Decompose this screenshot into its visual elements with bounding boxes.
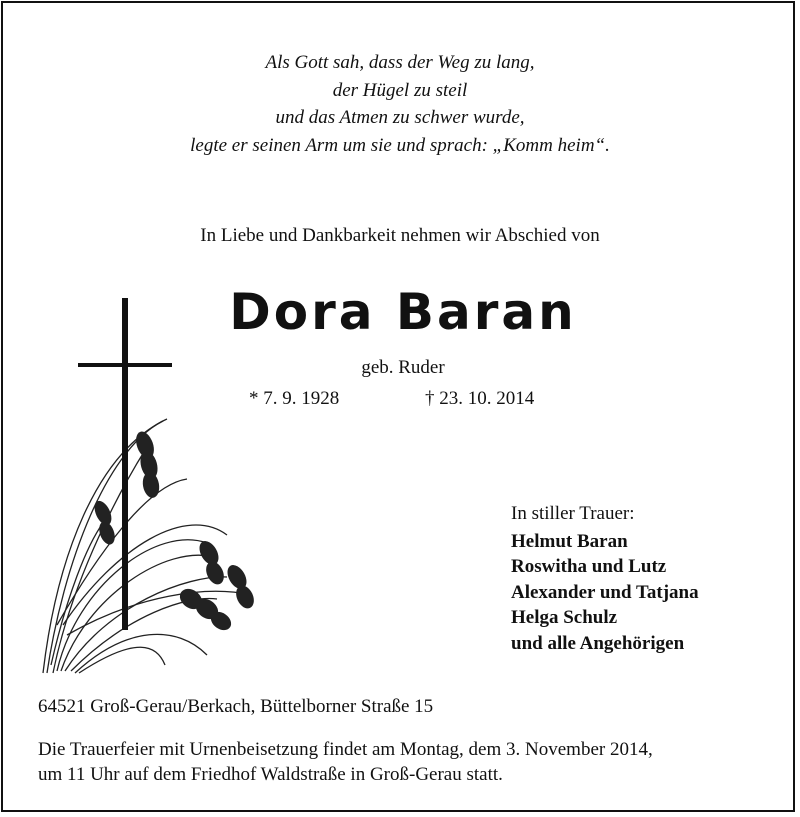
cross-wheat-illustration	[37, 295, 277, 679]
deceased-name: Dora Baran	[229, 283, 577, 341]
birth-date: * 7. 9. 1928	[249, 388, 340, 409]
poem-line: Als Gott sah, dass der Weg zu lang,	[265, 52, 535, 73]
mourner-name: und alle Angehörigen	[511, 632, 685, 654]
mourner-name: Roswitha und Lutz	[511, 556, 667, 577]
cross-icon	[78, 298, 172, 630]
family-address: 64521 Groß-Gerau/Berkach, Büttelborner Straße 15	[38, 696, 434, 717]
poem	[3, 49, 797, 159]
poem-line: legte er seinen Arm um sie und sprach: „Komm heim“.	[190, 134, 610, 156]
ceremony-details	[38, 737, 653, 787]
ceremony-line: Die Trauerfeier mit Urnenbeisetzung findet am Montag, dem 3. November 2014,	[38, 739, 653, 760]
ceremony-line: um 11 Uhr auf dem Friedhof Waldstraße in Groß-Gerau statt.	[38, 764, 503, 785]
poem-line: und das Atmen zu schwer wurde,	[275, 107, 525, 128]
obituary-notice	[1, 1, 795, 812]
death-date: † 23. 10. 2014	[425, 388, 535, 409]
farewell-intro: In Liebe und Dankbarkeit nehmen wir Abschied von	[200, 225, 600, 246]
mourner-name: Alexander und Tatjana	[511, 581, 699, 603]
poem-line: der Hügel zu steil	[332, 79, 468, 101]
mourner-name: Helga Schulz	[511, 607, 618, 628]
maiden-name: geb. Ruder	[361, 357, 445, 378]
mourners-label: In stiller Trauer:	[511, 503, 635, 524]
mourner-name: Helmut Baran	[511, 530, 628, 552]
mourners	[511, 501, 699, 656]
